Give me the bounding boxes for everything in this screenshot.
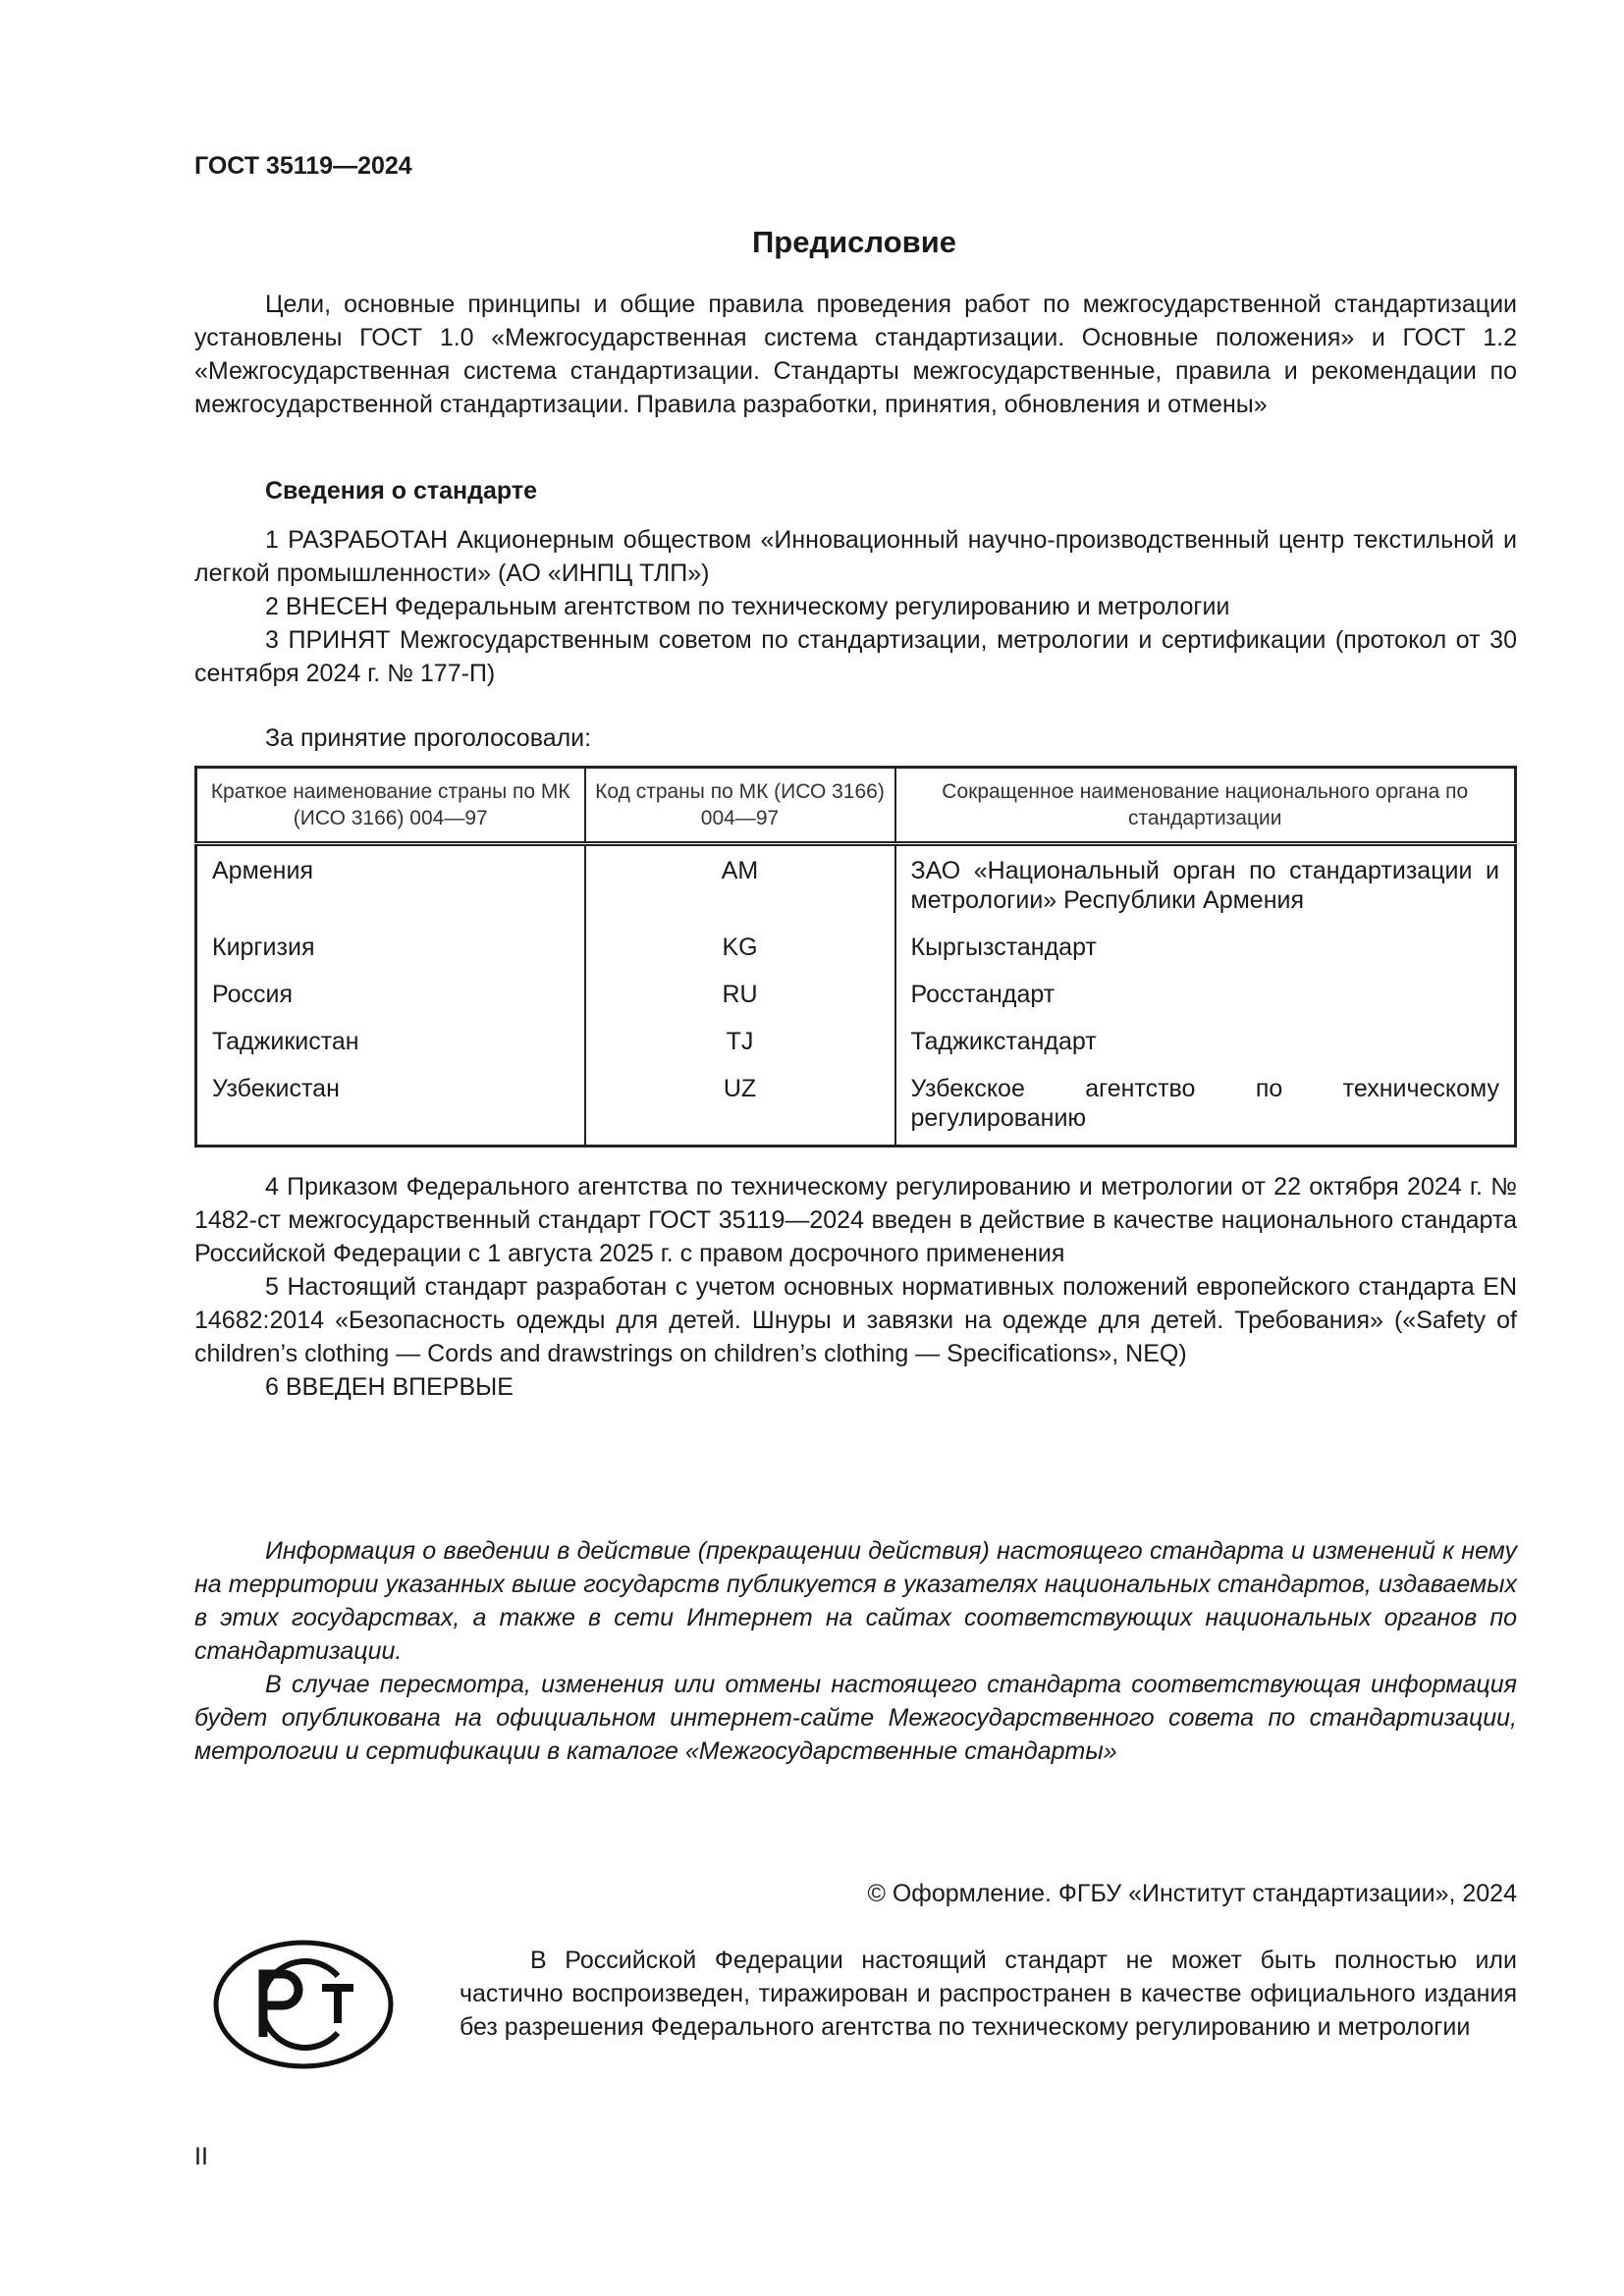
page-title: Предисловие — [751, 225, 956, 259]
notice-paragraph: В случае пересмотра, изменения или отмены настоящего стандарта соответствующая информация будет опубликована на официальном интернет-сайте Межгосударственного совета по стандартизации, метрологии и сертификации в каталоге «Межгосударственные стандарты» — [194, 1671, 1517, 1765]
intro-paragraph: Цели, основные принципы и общие правила проведения работ по межгосударственной стандартизации установлены ГОСТ 1.0 «Межгосударственная система стандартизации. Основные положения» и ГОСТ 1.2 «Межгосударственная система стандартизации. Стандарты межгосударственные, правила и рекомендации по межгосударственной стандартизации. Правила разработки, принятия, обновления и отмены» — [194, 291, 1517, 418]
table-row — [196, 844, 1516, 928]
code-cell: TJ — [585, 1021, 895, 1068]
standard-info-continued — [194, 1170, 1517, 1404]
body-cell: Росстандарт — [910, 981, 1056, 1008]
code-cell: RU — [585, 974, 895, 1021]
country-cell: Армения — [196, 844, 585, 928]
page-number: II — [194, 2143, 208, 2170]
rst-logo-icon — [212, 1939, 395, 2079]
info-item: 2 ВНЕСЕН Федеральным агентством по техническому регулированию и метрологии — [265, 593, 1230, 620]
table-row — [196, 1021, 1516, 1068]
code-cell: AM — [585, 844, 895, 928]
body-cell: Узбекское агентство по техническому регулированию — [910, 1075, 1499, 1132]
body-cell: ЗАО «Национальный орган по стандартизации и метрологии» Республики Армения — [910, 857, 1499, 914]
document-header: ГОСТ 35119—2024 — [194, 152, 412, 180]
notices-section — [194, 1534, 1517, 1768]
code-cell: KG — [585, 927, 895, 974]
info-item: 1 РАЗРАБОТАН Акционерным обществом «Инновационный научно-производственный центр текстильной и легкой промышленности» (АО «ИНПЦ ТЛП») — [194, 526, 1517, 587]
country-cell: Россия — [196, 974, 585, 1021]
body-cell: Таджикстандарт — [910, 1028, 1097, 1055]
country-cell: Узбекистан — [196, 1068, 585, 1147]
code-cell: UZ — [585, 1068, 895, 1147]
country-cell: Таджикистан — [196, 1021, 585, 1068]
notice-paragraph: Информация о введении в действие (прекращении действия) настоящего стандарта и изменений к нему на территории указанных выше государств публикуется в указателях национальных стандартов, издаваемых в этих государствах, а также в сети Интернет на сайтах соответствующих национальных органов по стандартизации. — [194, 1537, 1517, 1665]
voted-label: За принятие проголосовали: — [265, 724, 592, 752]
column-header: Код страны по МК (ИСО 3166) 004—97 — [585, 768, 895, 844]
rights-notice: В Российской Федерации настоящий стандарт не может быть полностью или частично воспроизведен, тиражирован и распространен в качестве официального издания без разрешения Федерального агентства по техническому регулированию и метрологии — [460, 1947, 1517, 2041]
country-cell: Киргизия — [196, 927, 585, 974]
table-row — [196, 1068, 1516, 1147]
rights-section — [460, 1944, 1517, 2044]
info-item: 6 ВВЕДЕН ВПЕРВЫЕ — [265, 1373, 514, 1401]
voting-table — [194, 766, 1517, 1148]
standard-info — [194, 474, 1517, 755]
info-item: 4 Приказом Федерального агентства по техническому регулированию и метрологии от 22 октября 2024 г. № 1482-ст межгосударственный стандарт ГОСТ 35119—2024 введен в действие в качестве национального стандарта Российской Федерации с 1 августа 2025 г. с правом досрочного применения — [194, 1173, 1517, 1267]
column-header: Сокращенное наименование национального органа по стандартизации — [895, 768, 1516, 844]
intro-section — [194, 288, 1517, 421]
table-row — [196, 927, 1516, 974]
table-row — [196, 974, 1516, 1021]
table-header-row — [196, 768, 1516, 844]
copyright-notice: © Оформление. ФГБУ «Институт стандартизации», 2024 — [867, 1880, 1517, 1907]
info-item: 3 ПРИНЯТ Межгосударственным советом по стандартизации, метрологии и сертификации (протокол от 30 сентября 2024 г. № 177-П) — [194, 626, 1517, 687]
info-heading: Сведения о стандарте — [265, 477, 538, 505]
info-item: 5 Настоящий стандарт разработан с учетом основных нормативных положений европейского стандарта EN 14682:2014 «Безопасность одежды для детей. Шнуры и завязки на одежде для детей. Требования» («Safety of children’s clothing — Cords and drawstrings on children’s clothing — Specifications», NEQ) — [194, 1273, 1517, 1367]
body-cell: Кыргызстандарт — [910, 934, 1097, 961]
column-header: Краткое наименование страны по МК (ИСО 3166) 004—97 — [196, 768, 585, 844]
